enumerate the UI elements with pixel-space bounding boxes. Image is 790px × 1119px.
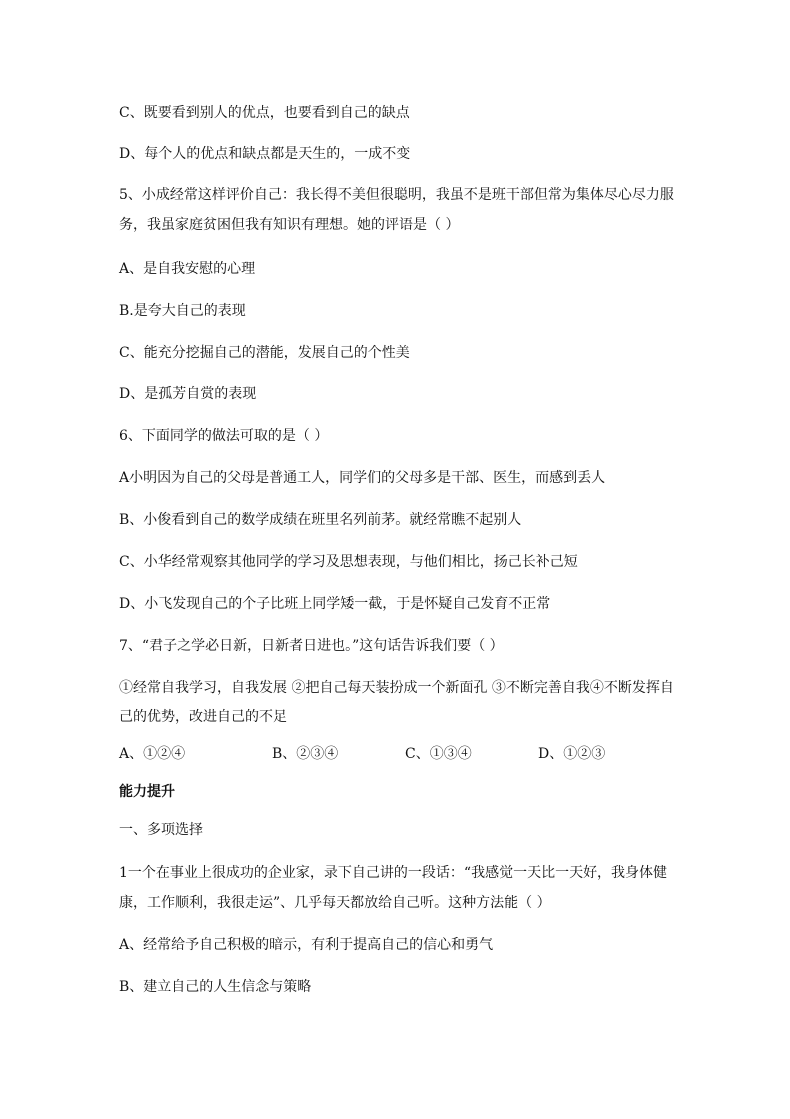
section-subheading: 一、多项选择 — [119, 822, 203, 838]
mq1-stem-line2: 康，工作顺利，我很走运”、几乎每天都放给自己听。这种方法能（ ） — [119, 895, 551, 911]
q5-stem-line1: 5、小成经常这样评价自己：我长得不美但很聪明，我虽不是班干部但常为集体尽心尽力服 — [119, 187, 674, 203]
q6-stem: 6、下面同学的做法可取的是（ ） — [119, 428, 329, 444]
mq1-option-a: A、经常给予自己积极的暗示，有利于提高自己的信心和勇气 — [119, 937, 494, 953]
q4-option-d: D、每个人的优点和缺点都是天生的，一成不变 — [119, 146, 411, 162]
mq1-stem-line1: 1一个在事业上很成功的企业家，录下自己讲的一段话：“我感觉一天比一天好，我身体健 — [119, 865, 668, 881]
mq1-option-b: B、建立自己的人生信念与策略 — [119, 979, 312, 995]
q7-choice-c: C、①③④ — [405, 746, 472, 762]
q6-option-c: C、小华经常观察其他同学的学习及思想表现，与他们相比，扬己长补己短 — [119, 554, 578, 570]
q6-option-a: A小明因为自己的父母是普通工人，同学们的父母多是干部、医生，而感到丢人 — [119, 470, 606, 486]
q7-choice-a: A、①②④ — [119, 746, 186, 762]
q7-statements-line2: 己的优势，改进自己的不足 — [119, 709, 287, 725]
q5-option-c: C、能充分挖掘自己的潜能，发展自己的个性美 — [119, 345, 410, 361]
q7-stem: 7、“君子之学必日新，日新者日进也。”这句话告诉我们要（ ） — [119, 638, 504, 654]
section-heading: 能力提升 — [119, 784, 175, 800]
q5-option-d: D、是孤芳自赏的表现 — [119, 386, 257, 402]
q5-option-b: B.是夸大自己的表现 — [119, 303, 246, 319]
q7-choice-b: B、②③④ — [272, 746, 339, 762]
q5-option-a: A、是自我安慰的心理 — [119, 261, 256, 277]
q7-statements-line1: ①经常自我学习，自我发展 ②把自己每天装扮成一个新面孔 ③不断完善自我④不断发挥自 — [119, 680, 674, 696]
q7-choice-d: D、①②③ — [538, 746, 606, 762]
q6-option-d: D、小飞发现自己的个子比班上同学矮一截，于是怀疑自己发育不正常 — [119, 596, 551, 612]
q5-stem-line2: 务，我虽家庭贫困但我有知识有理想。她的评语是（ ） — [119, 217, 460, 233]
q6-option-b: B、小俊看到自己的数学成绩在班里名列前茅。就经常瞧不起别人 — [119, 512, 522, 528]
q4-option-c: C、既要看到别人的优点，也要看到自己的缺点 — [119, 105, 410, 121]
